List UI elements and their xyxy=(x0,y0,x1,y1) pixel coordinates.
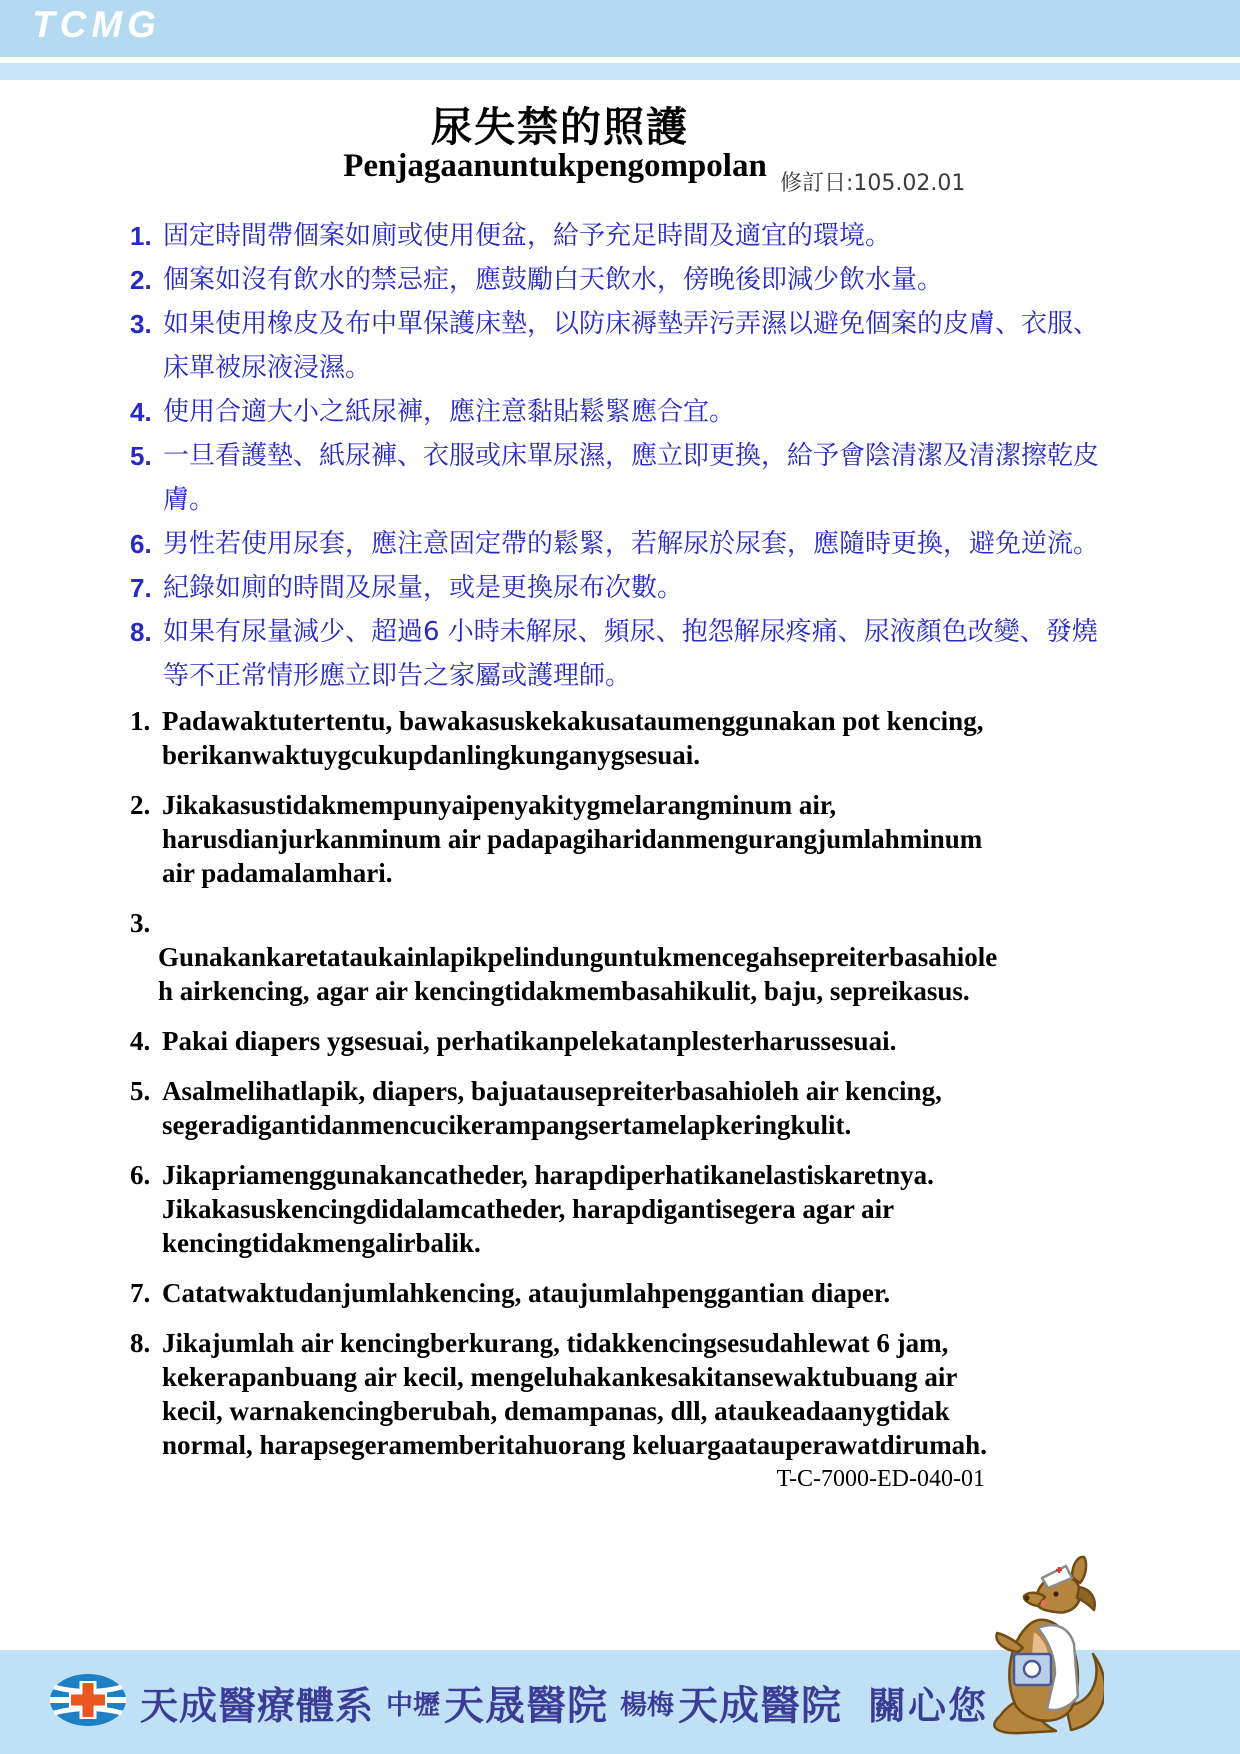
item-text: 男性若使用尿套，應注意固定帶的鬆緊，若解尿於尿套，應隨時更換，避免逆流。 xyxy=(163,529,1100,559)
list-item xyxy=(130,258,1110,302)
item-number: 6. xyxy=(130,529,152,559)
item-number: 1. xyxy=(130,706,151,736)
item-text: 使用合適大小之紙尿褲，應注意黏貼鬆緊應合宜。 xyxy=(163,397,736,427)
item-text: Asalmelihatlapik, diapers, bajuatausepreiterbasahioleh air kencing, segeradigantidanmencucikerampangsertamelapkeringkulit. xyxy=(162,1076,942,1140)
item-text: Jikajumlah air kencingberkurang, tidakkencingsesudahlewat 6 jam, kekerapanbuang air kecil, mengeluhakankesakitansewaktubuang air kecil, warnakencingberubah, demampanas, dll, ataukeadaanygtidak normal, harapsegeramemberitahuorang keluargaatauperawatdirumah. xyxy=(162,1328,987,1460)
list-item xyxy=(130,390,1110,434)
item-text: 固定時間帶個案如廁或使用便盆，給予充足時間及適宜的環境。 xyxy=(163,221,892,251)
item-number: 3. xyxy=(130,309,152,339)
item-number: 8. xyxy=(130,1328,151,1358)
item-number: 5. xyxy=(130,1076,151,1106)
item-text: Padawaktutertentu, bawakasuskekakusataumenggunakan pot kencing, berikanwaktuygcukupdanlingkunganygsesuai. xyxy=(162,706,984,770)
item-number: 2. xyxy=(130,265,152,295)
list-item xyxy=(130,566,1110,610)
item-number: 4. xyxy=(130,1026,151,1056)
item-text: Jikakasustidakmempunyaipenyakitygmelarangminum air, harusdianjurkanminum air padapagiharidanmengurangjumlahminum air padamalamhari. xyxy=(162,790,983,888)
list-item xyxy=(130,1326,1010,1462)
header-band xyxy=(0,0,1240,57)
list-item xyxy=(130,1024,1010,1058)
header-strip xyxy=(0,63,1240,80)
item-number: 2. xyxy=(130,790,151,820)
footer-campus1-hospital: 天晟醫院 xyxy=(444,1682,609,1729)
item-number: 6. xyxy=(130,1160,151,1190)
item-text: 如果有尿量減少、超過6 小時未解尿、頻尿、抱怨解尿疼痛、尿液顏色改變、發燒等不正常情形應立即告之家屬或護理師。 xyxy=(163,617,1098,691)
list-item xyxy=(130,610,1110,698)
list-item xyxy=(130,522,1110,566)
page-subtitle: Penjagaanuntukpengompolan xyxy=(343,148,767,184)
footer-tagline: 關心您 xyxy=(868,1683,989,1728)
item-text: 個案如沒有飲水的禁忌症，應鼓勵白天飲水，傍晚後即減少飲水量。 xyxy=(163,265,944,295)
item-number: 1. xyxy=(130,221,152,251)
list-item xyxy=(130,1158,1010,1260)
item-text: Catatwaktudanjumlahkencing, ataujumlahpenggantian diaper. xyxy=(162,1278,891,1308)
item-number: 3. xyxy=(130,908,151,938)
kangaroo-nurse-mascot xyxy=(972,1554,1104,1740)
item-number: 7. xyxy=(130,573,152,603)
hospital-globe-logo xyxy=(48,1672,128,1728)
item-text: 紀錄如廁的時間及尿量，或是更換尿布次數。 xyxy=(163,573,684,603)
footer-campus1-city: 中壢 xyxy=(386,1689,441,1721)
list-item xyxy=(130,214,1110,258)
chinese-instructions-list xyxy=(130,214,1110,698)
item-text: Gunakankaretataukainlapikpelindunguntukmencegahsepreiterbasahioleh airkencing, agar air kencingtidakmembasahikulit, baju, sepreikasus. xyxy=(158,942,998,1006)
tcmg-logo: TCMG xyxy=(32,4,161,45)
list-item xyxy=(130,906,1010,1008)
footer-hospital-names xyxy=(140,1650,988,1754)
page-title: 尿失禁的照護 xyxy=(431,103,689,151)
item-number: 4. xyxy=(130,397,152,427)
list-item xyxy=(130,434,1110,522)
indonesian-instructions-list xyxy=(130,704,1010,1478)
list-item xyxy=(130,302,1110,390)
footer-brand: 天成醫療體系 xyxy=(140,1683,375,1728)
footer-campus2-city: 楊梅 xyxy=(620,1689,675,1721)
item-number: 5. xyxy=(130,441,152,471)
item-text: Pakai diapers ygsesuai, perhatikanpelekatanplesterharussesuai. xyxy=(162,1026,897,1056)
list-item xyxy=(130,704,1010,772)
item-text: Jikapriamenggunakancatheder, harapdiperhatikanelastiskaretnya. Jikakasuskencingdidalamcatheder, harapdigantisegera agar air kencingtidakmengalirbalik. xyxy=(162,1160,934,1258)
item-number: 7. xyxy=(130,1278,151,1308)
list-item xyxy=(130,1074,1010,1142)
document-code: T-C-7000-ED-040-01 xyxy=(776,1466,985,1492)
list-item xyxy=(130,788,1010,890)
item-number: 8. xyxy=(130,617,152,647)
footer-campus2-hospital: 天成醫院 xyxy=(678,1682,843,1729)
item-text: 一旦看護墊、紙尿褲、衣服或床單尿濕，應立即更換，給予會陰清潔及清潔擦乾皮膚。 xyxy=(163,441,1100,515)
revision-date: 修訂日:105.02.01 xyxy=(780,171,966,196)
list-item xyxy=(130,1276,1010,1310)
item-text: 如果使用橡皮及布中單保護床墊，以防床褥墊弄污弄濕以避免個案的皮膚、衣服、床單被尿液浸濕。 xyxy=(163,309,1100,383)
